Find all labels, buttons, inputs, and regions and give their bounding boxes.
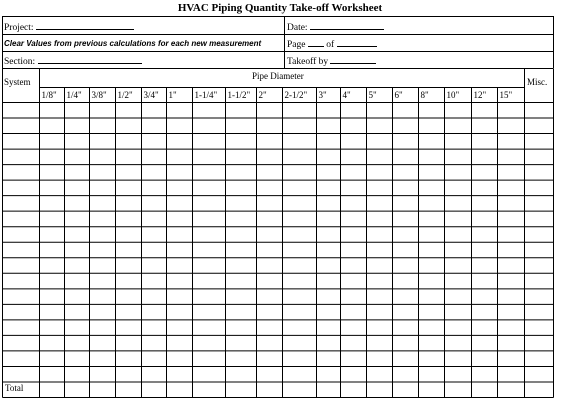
pipe-diameter-header: Pipe Diameter: [252, 71, 304, 81]
pipe-size-header: 2-1/2": [284, 90, 308, 100]
pipe-size-header: 4": [342, 90, 351, 100]
pipe-size-header: 2": [258, 90, 267, 100]
clear-values-note: Clear Values from previous calculations for each new measurement: [4, 39, 262, 48]
pipe-size-header: 1/2": [117, 90, 133, 100]
pipe-size-header: 1": [168, 90, 177, 100]
takeoff-label: Takeoff by: [287, 57, 329, 67]
pipe-size-header: 3/8": [91, 90, 107, 100]
pipe-size-header: 10": [446, 90, 460, 100]
pipe-size-header: 8": [420, 90, 429, 100]
pipe-size-header: 3": [318, 90, 327, 100]
pipe-size-header: 5": [368, 90, 377, 100]
pipe-size-header: 6": [394, 90, 403, 100]
section-label: Section:: [4, 57, 36, 67]
of-label: of: [326, 40, 335, 50]
pipe-size-header: 1/8": [41, 90, 57, 100]
pipe-size-header: 1/4": [66, 90, 82, 100]
worksheet-title: HVAC Piping Quantity Take-off Worksheet: [177, 2, 383, 14]
page-label: Page: [287, 40, 306, 50]
pipe-size-header: 1-1/4": [194, 90, 218, 100]
project-label: Project:: [4, 23, 34, 33]
misc-column-header: Misc.: [527, 77, 548, 87]
date-label: Date:: [287, 23, 308, 33]
pipe-size-header: 12": [473, 90, 487, 100]
pipe-size-header: 15": [499, 90, 513, 100]
pipe-size-header: 1-1/2": [227, 90, 251, 100]
pipe-size-header: 3/4": [143, 90, 159, 100]
total-row-label: Total: [5, 383, 24, 393]
system-column-header: System: [4, 77, 31, 87]
